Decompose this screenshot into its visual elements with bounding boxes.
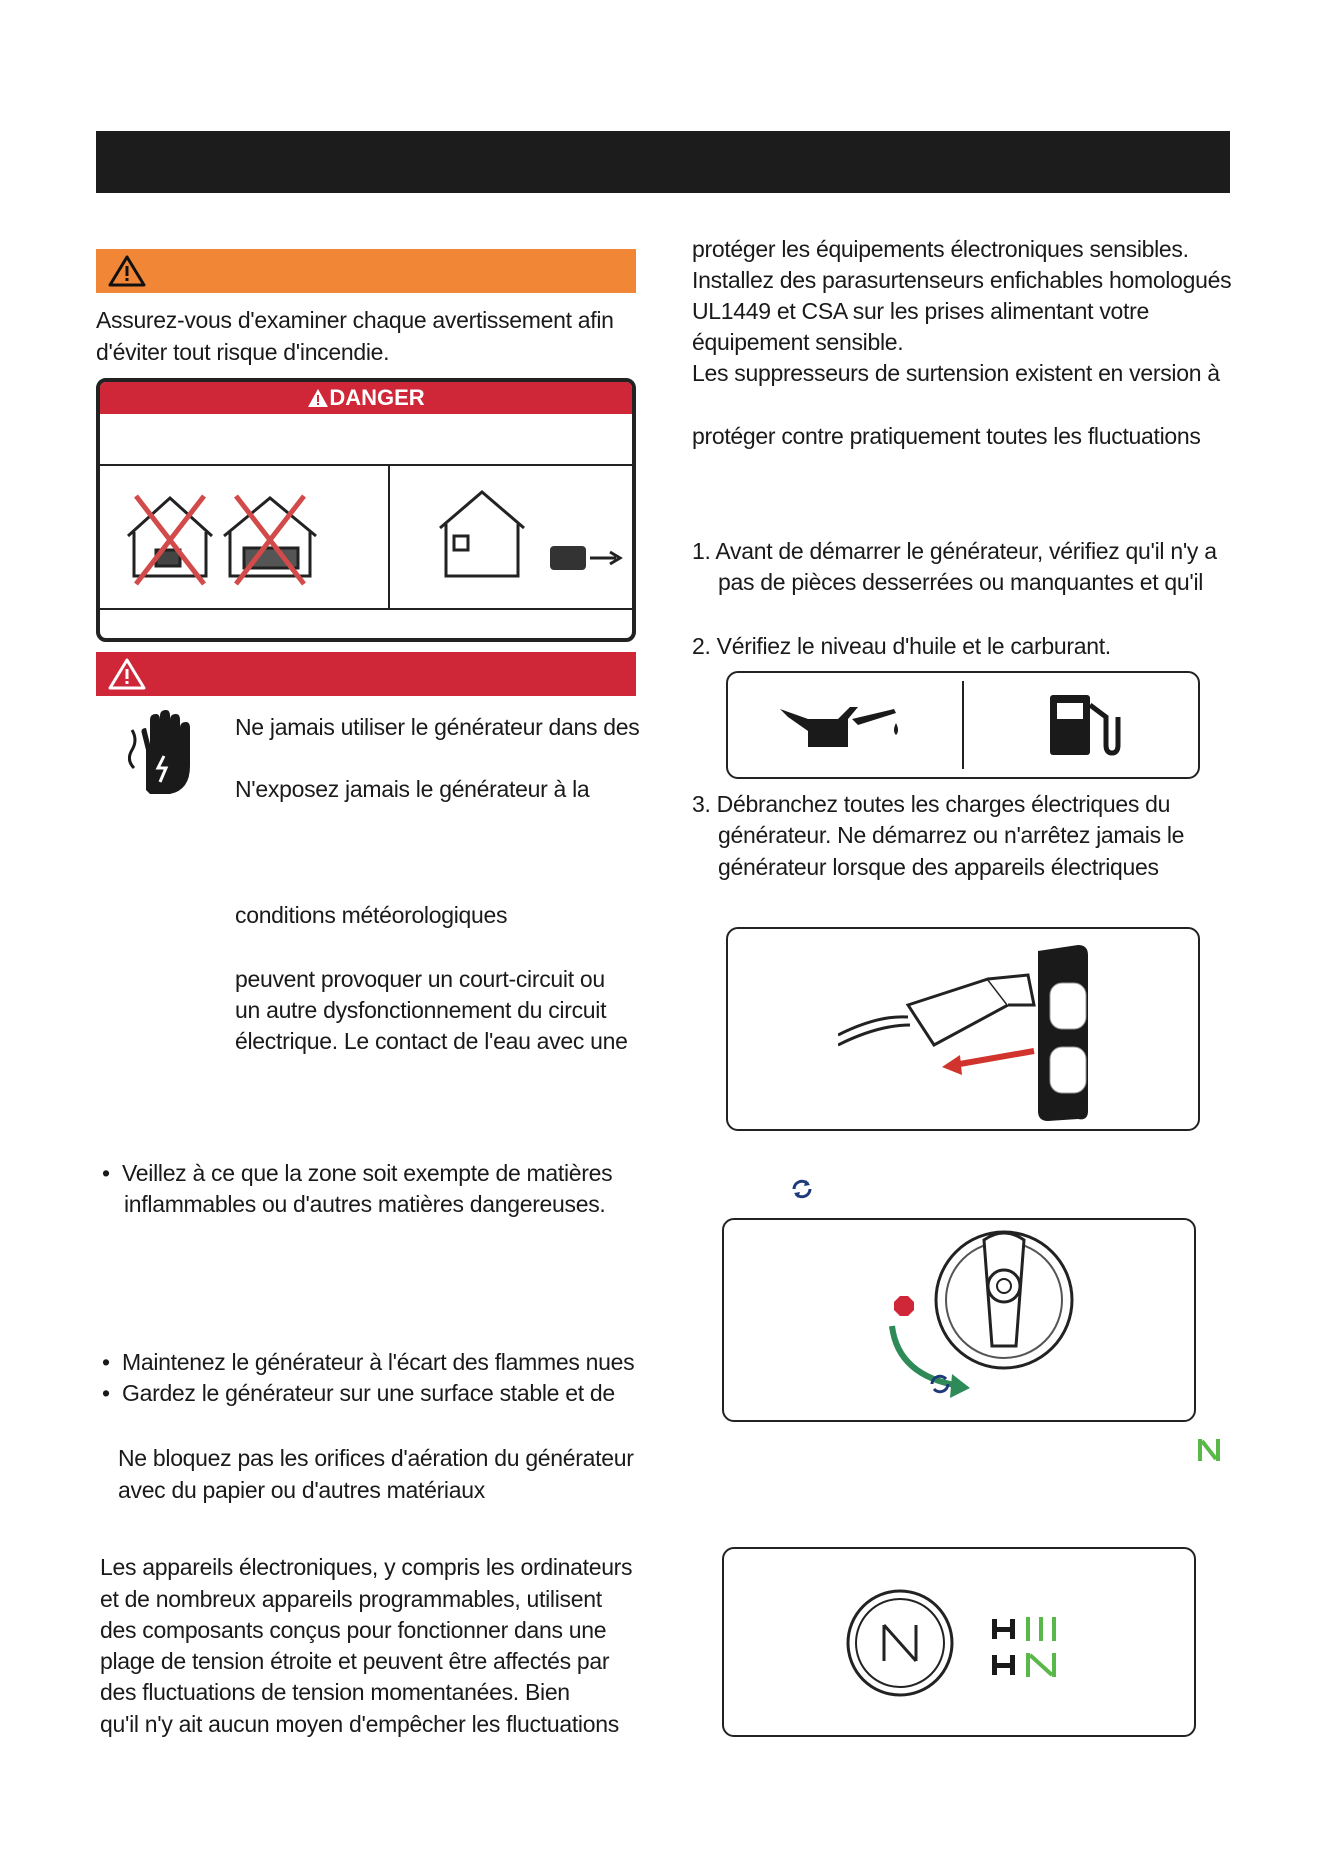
red-cross-icon xyxy=(236,496,304,584)
surge-line-2: Installez des parasurtenseurs enfichables homologués xyxy=(692,267,1232,293)
eco-switch-diagram xyxy=(844,1587,1084,1699)
refresh-icon xyxy=(790,1177,814,1201)
red-cross-icon xyxy=(136,496,204,584)
eco-switch-icon xyxy=(1196,1437,1222,1463)
surge-line-5: Les suppresseurs de surtension existent en version à xyxy=(692,360,1220,386)
vent-line-1: Ne bloquez pas les orifices d'aération du générateur xyxy=(118,1445,634,1471)
shock-line-1: Ne jamais utiliser le générateur dans des xyxy=(235,714,640,740)
electronics-line-6: qu'il n'y ait aucun moyen d'empêcher les fluctuations xyxy=(100,1711,619,1737)
oil-fuel-panel xyxy=(726,671,1200,779)
electronics-line-2: et de nombreux appareils programmables, utilisent xyxy=(100,1586,602,1612)
bullet-item-cont: inflammables ou d'autres matières dangereuses. xyxy=(124,1191,606,1217)
generator-outside-icon xyxy=(550,546,620,570)
eco-switch-panel xyxy=(722,1547,1196,1737)
bullet-item: • Gardez le générateur sur une surface stable et de xyxy=(122,1378,615,1409)
vent-line-2: avec du papier ou d'autres matériaux xyxy=(118,1477,485,1503)
bullet-item: • Maintenez le générateur à l'écart des flammes nues xyxy=(122,1347,634,1378)
step-1-line-1: 1. Avant de démarrer le générateur, vérifiez qu'il n'y a xyxy=(692,538,1217,564)
danger-title: DANGER xyxy=(329,385,425,410)
unplug-outlet-illustration xyxy=(838,935,1168,1125)
surge-line-4: équipement sensible. xyxy=(692,329,904,355)
shock-line-2: N'exposez jamais le générateur à la xyxy=(235,776,590,802)
step-2: 2. Vérifiez le niveau d'huile et le carburant. xyxy=(692,633,1111,659)
unplug-panel xyxy=(726,927,1200,1131)
danger-pictograms xyxy=(120,476,636,596)
step-3-line-3: générateur lorsque des appareils électriques xyxy=(718,854,1159,880)
danger-triangle-icon xyxy=(307,388,329,408)
section-header-bar xyxy=(96,131,1230,193)
warning-triangle-icon xyxy=(108,658,146,690)
warning-bar-orange xyxy=(96,249,636,293)
intro-line-2: d'éviter tout risque d'incendie. xyxy=(96,339,390,365)
intro-line-1: Assurez-vous d'examiner chaque avertissement afin xyxy=(96,307,614,333)
electric-shock-hand-icon xyxy=(128,710,192,796)
electronics-line-5: des fluctuations de tension momentanées. Bien xyxy=(100,1679,570,1705)
surge-line-3: UL1449 et CSA sur les prises alimentant votre xyxy=(692,298,1149,324)
warning-bar-red xyxy=(96,652,636,696)
electronics-line-4: plage de tension étroite et peuvent être affectés par xyxy=(100,1648,610,1674)
fuel-valve-panel xyxy=(722,1218,1196,1422)
warning-triangle-icon xyxy=(108,255,146,287)
shock-line-4: peuvent provoquer un court-circuit ou xyxy=(235,966,605,992)
step-3-line-1: 3. Débranchez toutes les charges électriques du xyxy=(692,791,1171,817)
oil-can-icon xyxy=(778,695,908,755)
bullet-item: • Veillez à ce que la zone soit exempte de matières xyxy=(122,1158,612,1189)
fuel-pump-icon xyxy=(1046,691,1126,761)
step-3-line-2: générateur. Ne démarrez ou n'arrêtez jamais le xyxy=(718,822,1185,848)
surge-line-6: protéger contre pratiquement toutes les fluctuations xyxy=(692,423,1201,449)
house-outline-icon xyxy=(440,492,524,576)
shock-line-5: un autre dysfonctionnement du circuit xyxy=(235,997,607,1023)
electronics-line-3: des composants conçus pour fonctionner dans une xyxy=(100,1617,607,1643)
danger-label-header xyxy=(100,382,632,414)
step-1-line-2: pas de pièces desserrées ou manquantes et qu'il xyxy=(718,569,1204,595)
shock-line-3: conditions météorologiques xyxy=(235,902,508,928)
electronics-line-1: Les appareils électroniques, y compris les ordinateurs xyxy=(100,1554,633,1580)
shock-line-6: électrique. Le contact de l'eau avec une xyxy=(235,1028,628,1054)
surge-line-1: protéger les équipements électroniques sensibles. xyxy=(692,236,1189,262)
danger-label xyxy=(96,378,636,642)
fuel-valve-knob-illustration xyxy=(834,1226,1134,1414)
